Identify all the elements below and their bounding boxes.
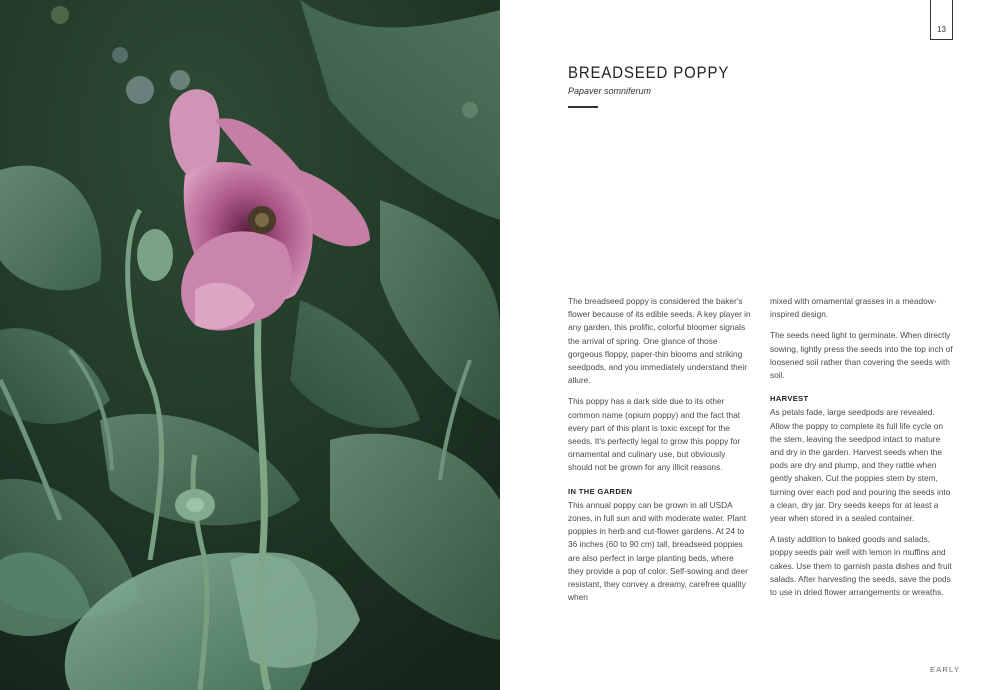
garden-continued-paragraph: mixed with ornamental grasses in a meadow-inspired design.: [770, 296, 937, 320]
left-text-column: [568, 295, 751, 612]
page-number: [930, 0, 953, 40]
section-heading-in-the-garden: IN THE GARDEN: [568, 486, 633, 496]
section-footer: EARLY: [930, 665, 961, 674]
right-text-column: [770, 295, 953, 607]
harvest-paragraph: As petals fade, large seedpods are revealed. Allow the poppy to complete its full life cycle on the stem, leaving the seedpod intact to mature and dry in the garden. Harvest seeds when the pods are dry and plump, and they rattle when gently shaken. Cut the poppies stem by stem, turning over each pod and pouring the seeds into a clean, dry jar. Dry seeds keeps for at least a year when stored in a sealed container.: [770, 407, 951, 524]
title-divider: [568, 106, 598, 108]
text-page: [500, 0, 1000, 690]
botanical-name: Papaver somniferum: [568, 86, 652, 96]
toxicity-paragraph: This poppy has a dark side due to its other common name (opium poppy) and the fact that every part of this plant is toxic except for the seeds. It's perfectly legal to grow this poppy for ornamental and culinary use, but obviously should not be grown for any illicit reasons.: [568, 396, 741, 473]
culinary-paragraph: A tasty addition to baked goods and salads, poppy seeds pair well with lemon in muffins and cakes. Use them to garnish pasta dishes and fruit salads. After harvesting the seeds, save the pods to use in dried flower arrangements or wreaths.: [770, 534, 952, 598]
page-title: BREADSEED POPPY: [568, 63, 730, 82]
intro-paragraph: The breadseed poppy is considered the baker's flower because of its edible seeds. A key player in any garden, this prolific, colorful bloomer signals the arrival of spring. One glance of those gorgeous floppy, paper-thin blooms and striking seedpods, and you immediately understand their allure.: [568, 296, 751, 386]
page-number-label: 13: [937, 25, 946, 34]
section-heading-harvest: HARVEST: [770, 394, 809, 404]
garden-paragraph: This annual poppy can be grown in all USDA zones, in full sun and with moderate water. Plant poppies in herb and cut-flower gardens. At 24 to 36 inches (60 to 90 cm) tall, breadseed poppies are also perfect in large planting beds, where they provide a pop of color. Self-sowing and deer resistant, they convey a dreamy, carefree quality when: [568, 499, 748, 603]
sowing-paragraph: The seeds need light to germinate. When directly sowing, lightly press the seeds into the top inch of loosened soil rather than covering the seeds with soil.: [770, 330, 953, 381]
